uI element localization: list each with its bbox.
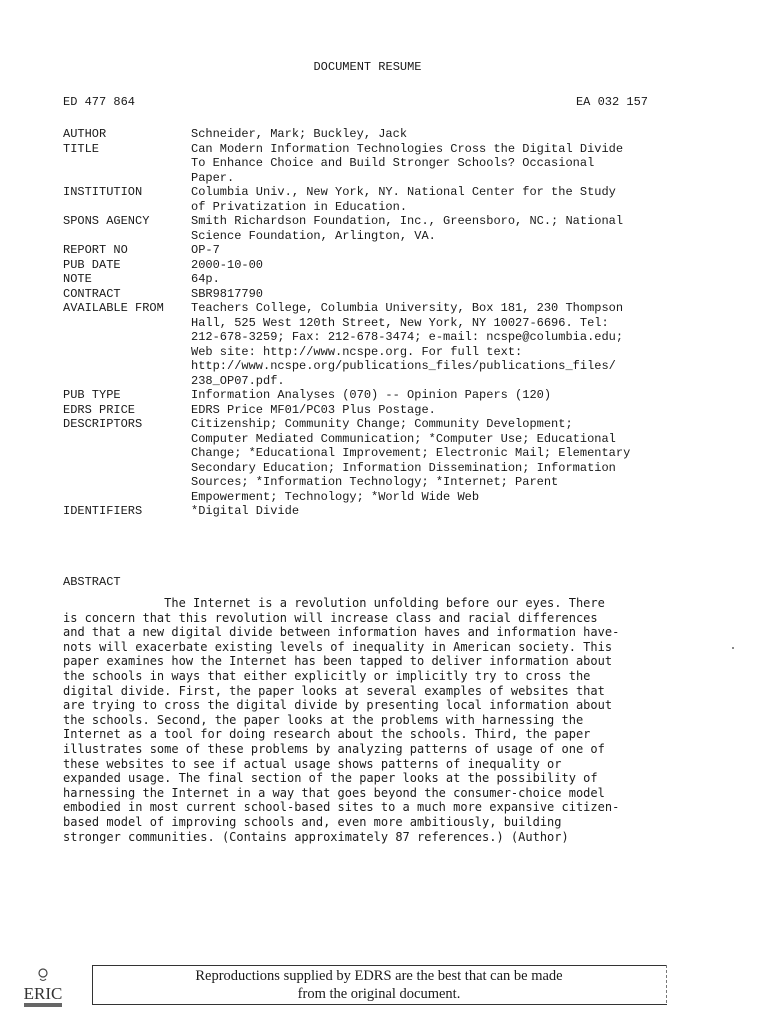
field-report-no (63, 243, 673, 258)
field-value: Columbia Univ., New York, NY. National Center for the Study of Privatization in Education. (191, 185, 616, 214)
eric-logo-text: ERIC (23, 984, 63, 1003)
field-descriptors (63, 417, 673, 504)
field-value: 64p. (191, 272, 220, 286)
abstract-text: The Internet is a revolution unfolding before our eyes. There is concern that this revolution will increase class and racial differences and that a new digital divide between information haves and information have- nots will exacerbate existing levels of inequality in American society. This paper examines how the Internet has been tapped to deliver information about the schools in ways that either explicitly or implicitly try to cross the digital divide. First, the paper looks at several examples of websites that are trying to cross the digital divide by presenting local information about the schools. Second, the paper looks at the problems with harnessing the Internet as a tool for doing research about the schools. Third, the paper illustrates some of these problems by analyzing patterns of usage of one of these websites to see if actual usage shows patterns of inequality or expanded usage. The final section of the paper looks at the possibility of harnessing the Internet in a way that goes beyond the consumer-choice model embodied in most current school-based sites to a much more expansive citizen- based model of improving schools and, even more ambitiously, building stronger communities. (Contains approximately 87 references.) (Author) (63, 596, 620, 844)
field-value: *Digital Divide (191, 504, 300, 518)
field-label: EDRS PRICE (63, 402, 136, 417)
field-value: OP-7 (191, 243, 220, 257)
field-identifiers (63, 504, 673, 519)
field-pub-type (63, 388, 673, 403)
field-label: INSTITUTION (63, 185, 143, 199)
field-institution (63, 185, 673, 214)
field-value: Schneider, Mark; Buckley, Jack (191, 127, 408, 141)
field-title (63, 142, 673, 186)
field-edrs-price (63, 403, 673, 418)
field-label: PUB TYPE (63, 388, 121, 402)
field-value: SBR9817790 (191, 286, 264, 301)
field-author (63, 127, 673, 142)
footer-line2: from the original document. (297, 986, 461, 1002)
abstract-heading: ABSTRACT (63, 575, 121, 589)
field-label: AVAILABLE FROM (63, 301, 164, 315)
footer-box-edge (666, 965, 667, 1003)
field-label: SPONS AGENCY (63, 214, 150, 228)
field-available-from (63, 301, 673, 388)
field-value: Can Modern Information Technologies Cross the Digital Divide To Enhance Choice and Build Stronger Schools? Occasional Paper. (191, 141, 624, 185)
metadata-fields (63, 127, 673, 519)
ea-number: EA 032 157 (575, 95, 648, 109)
eric-logo (18, 966, 68, 1010)
field-label: IDENTIFIERS (63, 504, 143, 518)
field-label: TITLE (63, 141, 100, 156)
field-contract (63, 287, 673, 302)
field-value: 2000-10-00 (191, 257, 264, 272)
field-value: Information Analyses (070) -- Opinion Papers (120) (191, 388, 552, 402)
field-spons-agency (63, 214, 673, 243)
field-label: REPORT NO (63, 243, 128, 257)
field-pub-date (63, 258, 673, 273)
field-value: Smith Richardson Foundation, Inc., Greensboro, NC.; National Science Foundation, Arlington, VA. (191, 214, 624, 243)
field-label: CONTRACT (63, 286, 121, 301)
field-note (63, 272, 673, 287)
field-label: PUB DATE (63, 257, 121, 272)
scan-speck (732, 647, 734, 649)
field-label: NOTE (63, 272, 92, 286)
field-value: Citizenship; Community Change; Community Development; Computer Mediated Communication; *Computer Use; Educational Change; *Educational Improvement; Electronic Mail; Elementary Secondary Education; Information Dissemination; Information Sources; *Information Technology; *Internet; Parent Empowerment; Technology; *World Wide Web (191, 417, 631, 504)
field-label: DESCRIPTORS (63, 417, 143, 431)
field-value: EDRS Price MF01/PC03 Plus Postage. (191, 402, 436, 417)
ed-number: ED 477 864 (63, 95, 136, 109)
footer-line1: Reproductions supplied by EDRS are the best that can be made (195, 968, 563, 984)
document-title: DOCUMENT RESUME (313, 60, 422, 74)
field-value: Teachers College, Columbia University, Box 181, 230 Thompson Hall, 525 West 120th Street, New York, NY 10027-6696. Tel: 212-678-3259; Fax: 212-678-3474; e-mail: ncspe@columbia.edu; Web site: http://www.ncspe.org. For full text: http://www.ncspe.org/publications_files/publications_files/ 238_OP07.pdf. (191, 301, 624, 388)
field-label: AUTHOR (63, 127, 107, 141)
